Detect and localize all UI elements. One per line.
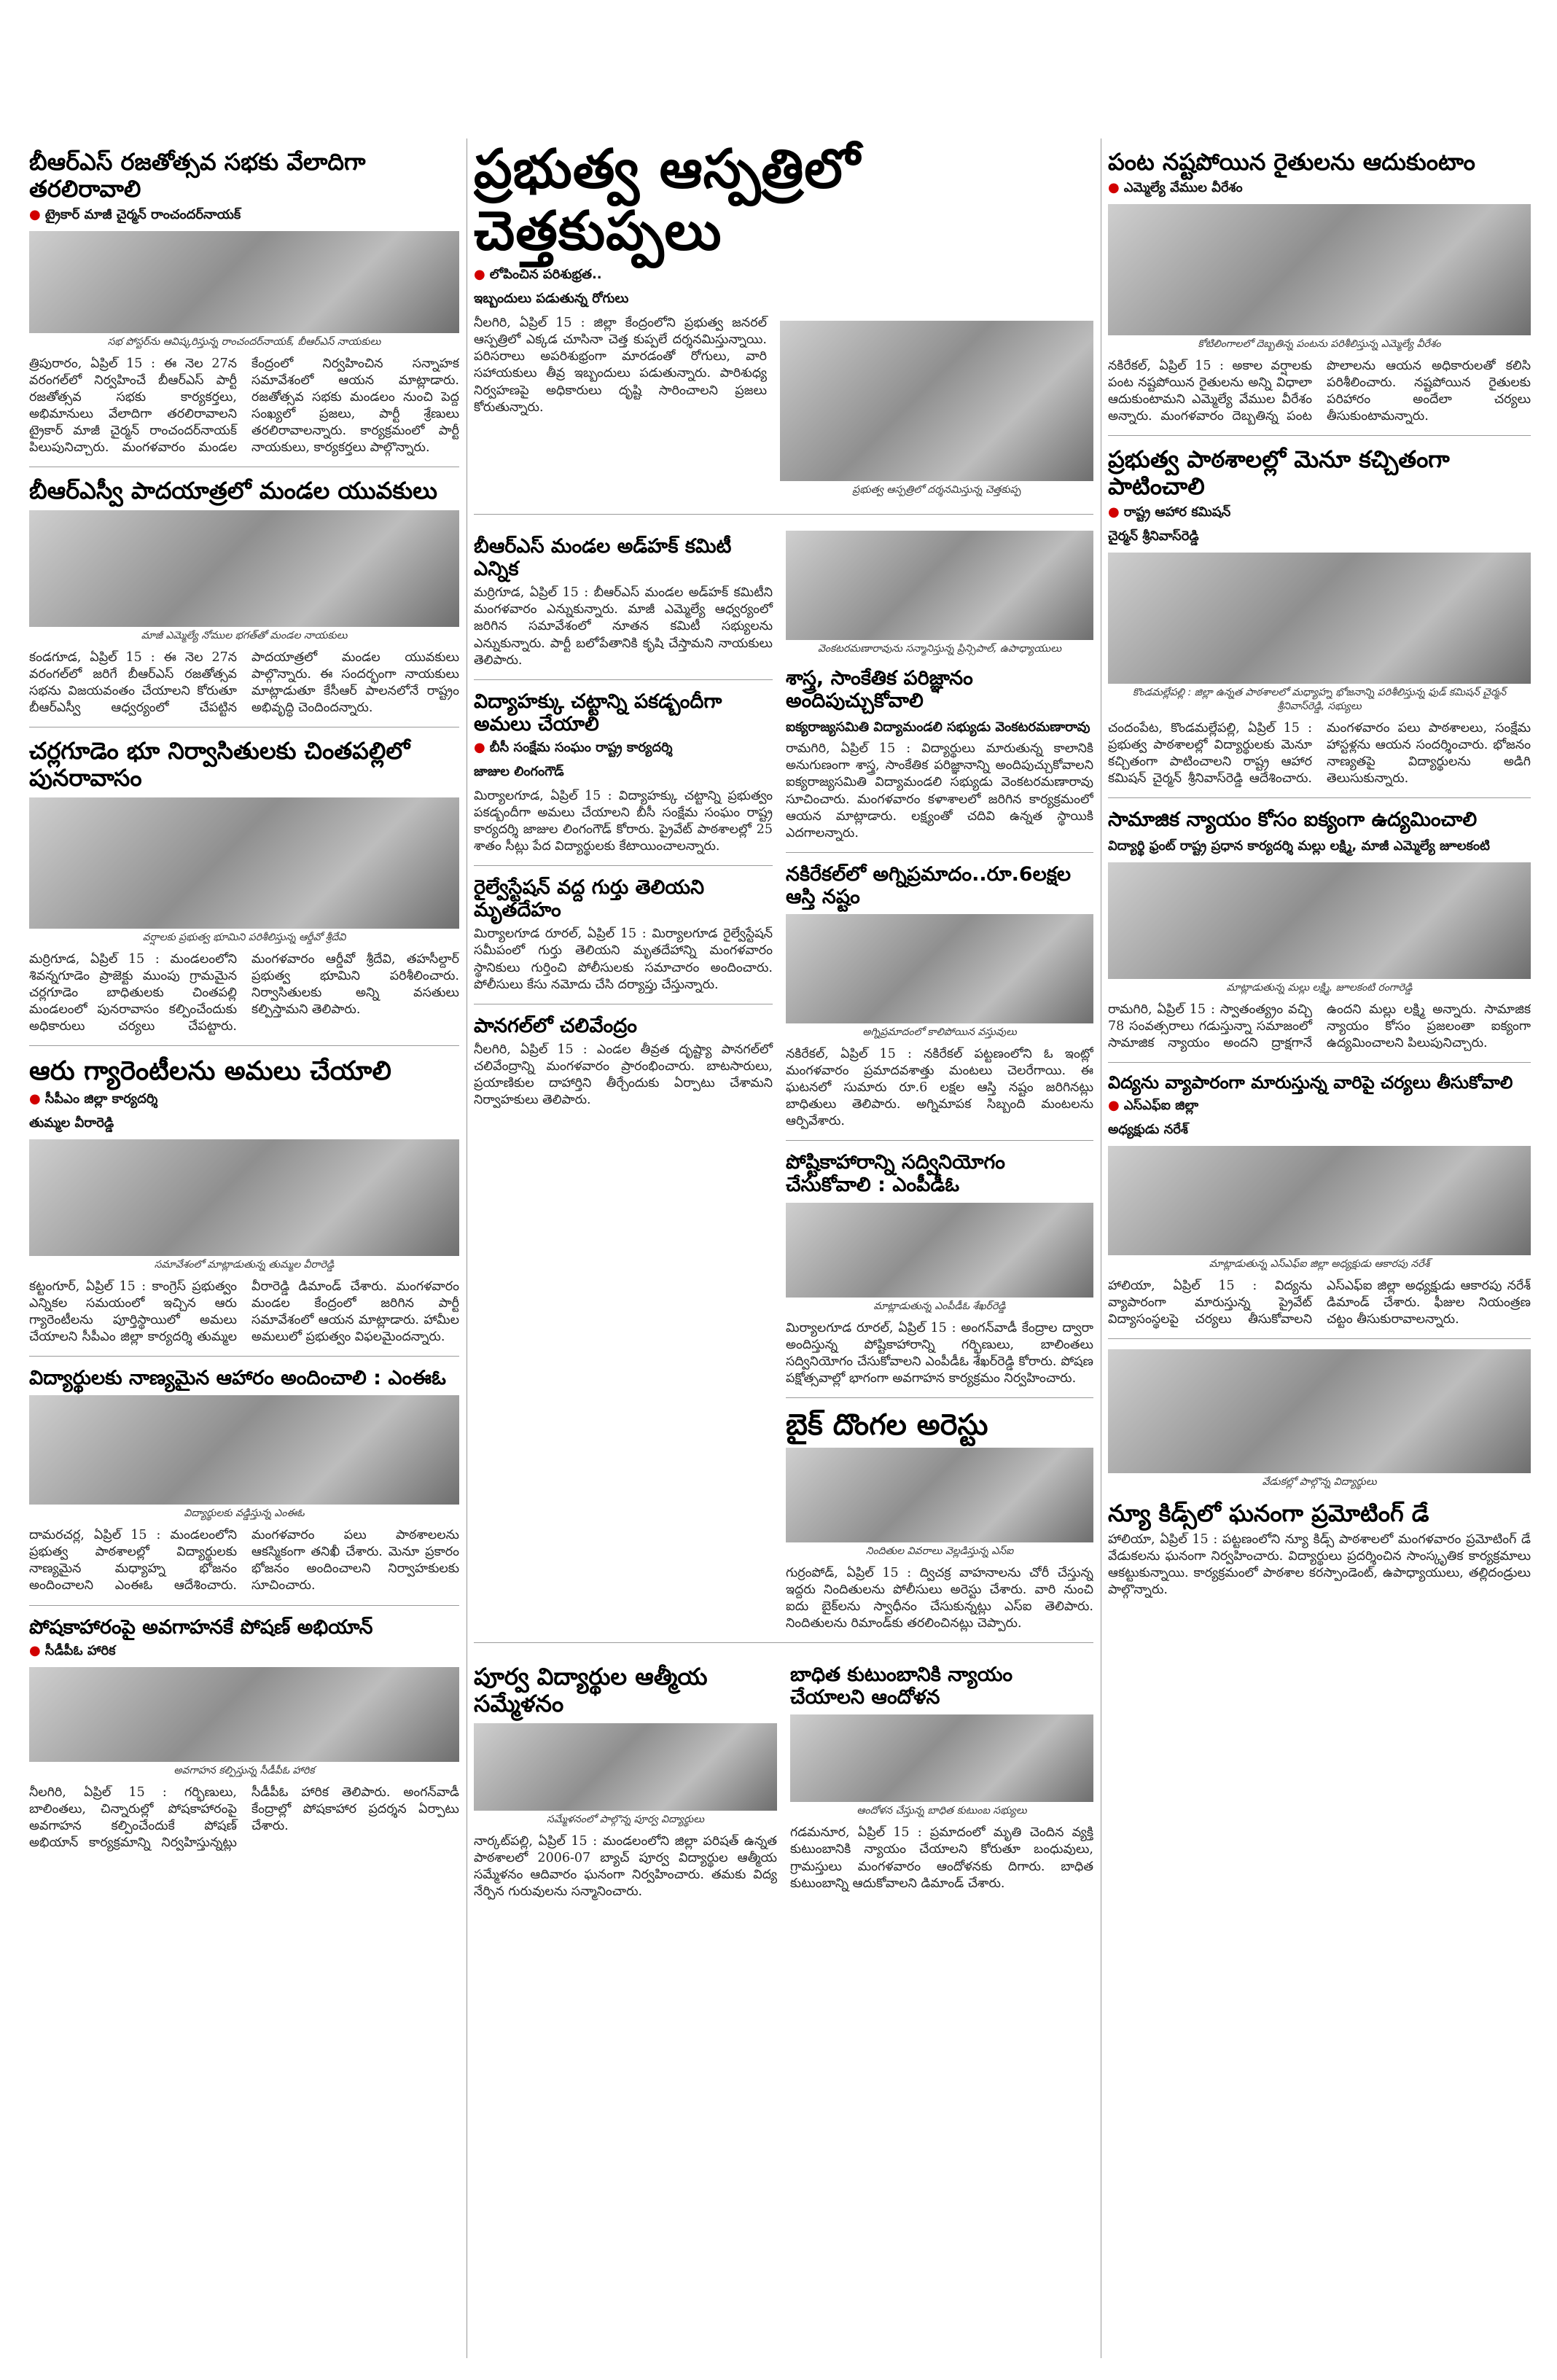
byline: ● సీడీపీఓ హారిక	[29, 1642, 116, 1658]
headline: శాస్త్ర, సాంకేతిక పరిజ్ఞానం అందిపుచ్చుకోవాలి	[786, 667, 973, 713]
article-photo	[29, 1139, 459, 1256]
photo-caption: సమావేశంలో మాట్లాడుతున్న తుమ్మల వీరారెడ్డి	[154, 1258, 335, 1271]
photo-caption: మాట్లాడుతున్న మల్లు లక్ష్మి, జూలకంటి రంగారెడ్డి	[1226, 982, 1413, 994]
article-poshan	[29, 1616, 459, 1852]
subhead-2: ఇబ్బందులు పడుతున్న రోగులు	[474, 291, 629, 307]
photo-caption: నిందితుల వివరాలు వెల్లడిస్తున్న ఎస్ఐ	[865, 1545, 1014, 1557]
article-photo	[1108, 204, 1531, 335]
article-body: హాలియా, ఏప్రిల్ 15 : విద్యను వ్యాపారంగా మారుస్తున్న ప్రైవేట్ విద్యాసంస్థలపై చర్యలు తీసుకోవాలని ఎస్ఎఫ్ఐ జిల్లా అధ్యక్షుడు ఆకారపు నరేశ్ డిమాండ్ చేశారు. ఫీజుల నియంత్రణ చట్టం తీసుకురావాలన్నారు.	[1108, 1279, 1531, 1327]
divider	[29, 1605, 459, 1606]
center-subcolumn-right	[786, 525, 1093, 1632]
bullet-icon: ●	[1108, 1098, 1120, 1114]
article-photo	[786, 1203, 1093, 1298]
article-social-justice	[1108, 808, 1531, 1052]
right-column	[1108, 138, 1531, 2358]
lead-layout	[474, 315, 1093, 504]
divider	[1108, 1338, 1531, 1339]
article-bike-thieves	[786, 1408, 1093, 1632]
article-body: మర్రిగూడ, ఏప్రిల్ 15 : బీఆర్ఎస్ మండల అడ్‌హక్ కమిటీని మంగళవారం ఎన్నుకున్నారు. మాజీ ఎమ్మెల్యే ఆధ్వర్యంలో జరిగిన సమావేశంలో నూతన కమిటీ సభ్యులను ఎన్నుకున్నారు. పార్టీ బలోపేతానికి కృషి చేస్తామని నాయకులు తెలిపారు.	[474, 585, 773, 668]
headline: బైక్ దొంగల అరెస్టు	[786, 1408, 988, 1442]
bullet-icon: ●	[474, 267, 485, 283]
article-alumni-meet	[474, 1653, 777, 1900]
bullet-icon: ●	[29, 206, 41, 222]
article-body: కండగూడ, ఏప్రిల్ 15 : ఈ నెల 27న వరంగల్‌లో జరిగే బీఆర్ఎస్ రజతోత్సవ సభను విజయవంతం చేయాలని కోరుతూ బీఆర్ఎస్వీ ఆధ్వర్యంలో చేపట్టిన పాదయాత్రలో మండల యువకులు పాల్గొన్నారు. ఈ సందర్భంగా నాయకులు మాట్లాడుతూ కేసీఆర్ పాలనలోనే రాష్ట్రం అభివృద్ధి చెందిందన్నారు.	[29, 649, 459, 716]
article-photo	[474, 1723, 777, 1811]
bullet-icon: ●	[474, 739, 485, 755]
article-adhoc-committee	[474, 535, 773, 669]
photo-caption: వేడుకల్లో పాల్గొన్న విద్యార్థులు	[1262, 1476, 1377, 1489]
headline: పోష్టికాహారాన్ని సద్వినియోగం చేసుకోవాలి : ఎంపీడీఓ	[786, 1151, 1005, 1197]
headline: సామాజిక న్యాయం కోసం ఐక్యంగా ఉద్యమించాలి	[1108, 808, 1478, 832]
article-body: చందంపేట, కొండమల్లేపల్లి, ఏప్రిల్ 15 : ప్రభుత్వ పాఠశాలల్లో విద్యార్థులకు మెనూ కచ్చితంగా పాటించాలని రాష్ట్ర ఆహార కమిషన్ చైర్మన్ శ్రీనివాస్‌రెడ్డి ఆదేశించారు. మంగళవారం పలు పాఠశాలలు, సంక్షేమ హాస్టళ్లను ఆయన సందర్శించారు. భోజనం నాణ్యతపై విద్యార్థులను అడిగి తెలుసుకున్నారు.	[1108, 720, 1531, 787]
article-body: నార్కట్‌పల్లి, ఏప్రిల్ 15 : మండలంలోని జిల్లా పరిషత్ ఉన్నత పాఠశాలలో 2006-07 బ్యాచ్ పూర్వ విద్యార్థుల ఆత్మీయ సమ్మేళనం ఆదివారం ఘనంగా నిర్వహించారు. తమకు విద్య నేర్పిన గురువులను సన్మానించారు.	[474, 1833, 777, 1900]
article-body: మర్రిగూడ, ఏప్రిల్ 15 : మండలంలోని శివన్నగూడెం ప్రాజెక్టు ముంపు గ్రామమైన చర్లగూడెం బాధితులకు చింతపల్లి మండలంలో పునరావాసం కల్పించేందుకు అధికారులు చర్యలు చేపట్టారు. మంగళవారం ఆర్డీవో శ్రీదేవి, తహసీల్దార్ ప్రభుత్వ భూమిని పరిశీలించారు. నిర్వాసితులకు అన్ని వసతులు కల్పిస్తామని తెలిపారు.	[29, 951, 459, 1034]
byline: ● బీసీ సంక్షేమ సంఘం రాష్ట్ర కార్యదర్శి	[474, 739, 673, 755]
byline-name: అధ్యక్షుడు నరేశ్	[1108, 1122, 1188, 1138]
article-crop-loss	[1108, 149, 1531, 425]
divider	[1108, 797, 1531, 798]
article-body: గుర్రంపోడ్, ఏప్రిల్ 15 : ద్విచక్ర వాహనాలను చోరీ చేస్తున్న ఇద్దరు నిందితులను పోలీసులు అరెస్టు చేశారు. వారి నుంచి ఐదు బైక్‌లను స్వాధీనం చేసుకున్నట్లు ఎస్ఐ తెలిపారు. నిందితులను రిమాండ్‌కు తరలించినట్లు చెప్పారు.	[786, 1565, 1093, 1631]
photo-caption: సమ్మేళనంలో పాల్గొన్న పూర్వ విద్యార్థులు	[547, 1813, 704, 1825]
article-new-kids	[1108, 1349, 1531, 1599]
headline: పానగల్‌లో చలివేంద్రం	[474, 1014, 637, 1037]
divider	[786, 852, 1093, 853]
article-lead-hospital	[474, 138, 1093, 504]
bullet-icon: ●	[29, 1090, 41, 1107]
divider	[1108, 1062, 1531, 1063]
article-photo	[29, 797, 459, 929]
subhead: ● లోపించిన పరిశుభ్రత..	[474, 267, 602, 283]
byline: ● ఎస్ఎఫ్ఐ జిల్లా	[1108, 1098, 1199, 1114]
article-photo	[786, 1448, 1093, 1542]
article-school-menu	[1108, 446, 1531, 787]
lead-photo-column	[780, 315, 1093, 504]
byline: విద్యార్థి ఫ్రంట్ రాష్ట్ర ప్రధాన కార్యదర్శి మల్లు లక్ష్మి, మాజీ ఎమ్మెల్యే జూలకంటి	[1108, 838, 1490, 854]
article-body: దామరచర్ల, ఏప్రిల్ 15 : మండలంలోని ప్రభుత్వ పాఠశాలల్లో విద్యార్థులకు నాణ్యమైన మధ్యాహ్న భోజనం అందించాలని ఎంఈఓ ఆదేశించారు. మంగళవారం పలు పాఠశాలలను ఆకస్మికంగా తనిఖీ చేశారు. మెనూ ప్రకారం భోజనం అందించాలని నిర్వాహకులకు సూచించారు.	[29, 1528, 459, 1593]
photo-caption: విద్యార్థులకు వడ్డిస్తున్న ఎంఈఓ	[184, 1507, 305, 1520]
byline-name: చైర్మన్ శ్రీనివాస్‌రెడ్డి	[1108, 528, 1199, 544]
article-photo	[29, 1395, 459, 1505]
article-science-tech	[786, 667, 1093, 842]
article-brsv-padayatra	[29, 477, 459, 717]
article-chalivendram	[474, 1015, 773, 1109]
article-photo	[1108, 553, 1531, 684]
divider	[1108, 435, 1531, 436]
article-photo	[786, 914, 1093, 1023]
article-six-guarantees	[29, 1056, 459, 1346]
photo-caption: వెంకటరమణారావును సన్మానిస్తున్న ప్రిన్సిపాల్, ఉపాధ్యాయులు	[817, 643, 1062, 655]
article-body: నకిరేకల్, ఏప్రిల్ 15 : నకిరేకల్ పట్టణంలోని ఓ ఇంట్లో మంగళవారం ప్రమాదవశాత్తు మంటలు చెలరేగాయి. ఈ ఘటనలో సుమారు రూ.6 లక్షల ఆస్తి నష్టం జరిగినట్లు బాధితులు తెలిపారు. అగ్నిమాపక సిబ్బంది మంటలను ఆర్పివేశారు.	[786, 1046, 1093, 1129]
center-row-1	[474, 525, 1093, 1632]
article-body: నీలగిరి, ఏప్రిల్ 15 : జిల్లా కేంద్రంలోని ప్రభుత్వ జనరల్ ఆస్పత్రిలో ఎక్కడ చూసినా చెత్త కుప్పలే దర్శనమిస్తున్నాయి. పరిసరాలు అపరిశుభ్రంగా మారడంతో రోగులు, వారి సహాయకులు తీవ్ర ఇబ్బందులు పడుతున్నారు. పారిశుధ్య నిర్వహణపై అధికారులు దృష్టి సారించాలని ప్రజలు కోరుతున్నారు.	[474, 316, 767, 415]
article-body: రామగిరి, ఏప్రిల్ 15 : స్వాతంత్య్రం వచ్చి 78 సంవత్సరాలు గడుస్తున్నా సమాజంలో సామాజిక న్యాయం అందని ద్రాక్షగానే ఉందని మల్లు లక్ష్మి అన్నారు. సామాజిక న్యాయం కోసం ప్రజలంతా ఐక్యంగా ఉద్యమించాలని పిలుపునిచ్చారు.	[1108, 1002, 1531, 1051]
photo-caption: ఆందోళన చేస్తున్న బాధిత కుటుంబ సభ్యులు	[856, 1805, 1027, 1817]
article-photo	[1108, 862, 1531, 979]
byline: ఐక్యరాజ్యసమితి విద్యామండలి సభ్యుడు వెంకటరమణారావు	[786, 719, 1090, 736]
headline: నకిరేకల్‌లో అగ్నిప్రమాదం..రూ.6లక్షల ఆస్తి నష్టం	[786, 862, 1072, 908]
article-fire-accident	[786, 863, 1093, 1131]
headline: విద్యాహక్కు చట్టాన్ని పకడ్బందీగా అమలు చేయాలి	[474, 690, 722, 736]
byline-name: జాజుల లింగంగౌడ్	[474, 763, 564, 779]
photo-caption: అగ్నిప్రమాదంలో కాలిపోయిన వస్తువులు	[862, 1026, 1017, 1038]
article-mpdo-nutrition	[786, 1151, 1093, 1386]
photo-caption: మాట్లాడుతున్న ఎంపీడీఓ శేఖర్‌రెడ్డి	[873, 1300, 1006, 1312]
divider	[29, 1045, 459, 1046]
photo-caption: అవగాహన కల్పిస్తున్న సీడీపీఓ హారిక	[173, 1764, 315, 1776]
article-photo	[29, 231, 459, 333]
byline: ● రాష్ట్ర ఆహార కమిషన్	[1108, 504, 1231, 520]
article-photo	[29, 1667, 459, 1762]
headline: బీఆర్ఎస్వీ పాదయాత్రలో మండల యువకులు	[29, 477, 437, 505]
headline: బీఆర్ఎస్ మండల అడ్‌హక్ కమిటీ ఎన్నిక	[474, 535, 732, 581]
left-column	[29, 138, 459, 2358]
article-body: రామగిరి, ఏప్రిల్ 15 : విద్యార్థులు మారుతున్న కాలానికి అనుగుణంగా శాస్త్ర, సాంకేతిక పరిజ్ఞానాన్ని అందిపుచ్చుకోవాలని ఐక్యరాజ్యసమితి విద్యామండలి సభ్యుడు వెంకటరమణారావు సూచించారు. మంగళవారం కళాశాలలో జరిగిన కార్యక్రమంలో ఆయన మాట్లాడారు. లక్ష్యంతో చదివి ఉన్నత స్థాయికి ఎదగాలన్నారు.	[786, 741, 1093, 840]
photo-caption: కోటిలింగాలలో దెబ్బతిన్న పంటను పరిశీలిస్తున్న ఎమ్మెల్యే వీరేశం	[1198, 338, 1441, 350]
article-photo	[1108, 1349, 1531, 1473]
headline: పంట నష్టపోయిన రైతులను ఆదుకుంటాం	[1108, 148, 1475, 176]
article-photo	[1108, 1146, 1531, 1255]
divider	[474, 679, 773, 680]
divider	[786, 1140, 1093, 1141]
byline: ● ట్రైకార్ మాజీ చైర్మన్ రాంచందర్‌నాయక్	[29, 206, 241, 222]
article-body: మిర్యాలగూడ రూరల్, ఏప్రిల్ 15 : మిర్యాలగూడ రైల్వేస్టేషన్ సమీపంలో గుర్తు తెలియని మృతదేహాన్ని మంగళవారం స్థానికులు గుర్తించి పోలీసులకు సమాచారం అందించారు. పోలీసులు కేసు నమోదు చేసి దర్యాప్తు చేస్తున్నారు.	[474, 926, 773, 992]
headline: విద్యను వ్యాపారంగా మారుస్తున్న వారిపై చర్యలు తీసుకోవాలి	[1108, 1072, 1513, 1093]
headline: ప్రభుత్వ పాఠశాలల్లో మెనూ కచ్చితంగా పాటించాలి	[1108, 445, 1450, 500]
article-body: త్రిపురారం, ఏప్రిల్ 15 : ఈ నెల 27న వరంగల్‌లో నిర్వహించే బీఆర్ఎస్ పార్టీ రజతోత్సవ సభకు కార్యకర్తలు, అభిమానులు వేలాదిగా తరలిరావాలని ట్రైకార్ మాజీ చైర్మన్ రాంచందర్‌నాయక్ పిలుపునిచ్చారు. మంగళవారం మండల కేంద్రంలో నిర్వహించిన సన్నాహక సమావేశంలో ఆయన మాట్లాడారు. రజతోత్సవ సభకు మండలం నుంచి పెద్ద సంఖ్యలో ప్రజలు, పార్టీ శ్రేణులు తరలిరావాలన్నారు. కార్యక్రమంలో పార్టీ నాయకులు, కార్యకర్తలు పాల్గొన్నారు.	[29, 356, 459, 456]
bullet-icon: ●	[1108, 504, 1120, 520]
headline: రైల్వేస్టేషన్ వద్ద గుర్తు తెలియని మృతదేహం	[474, 876, 705, 922]
article-brs-rally	[29, 149, 459, 456]
article-photo	[786, 531, 1093, 640]
article-body: మిర్యాలగూడ రూరల్, ఏప్రిల్ 15 : అంగన్‌వాడీ కేంద్రాల ద్వారా అందిస్తున్న పోష్టికాహారాన్ని గర్భిణులు, బాలింతలు సద్వినియోగం చేసుకోవాలని ఎంపీడీఓ శేఖర్‌రెడ్డి కోరారు. పోషణ పక్షోత్సవాల్లో భాగంగా అవగాహన కార్యక్రమం నిర్వహించారు.	[786, 1320, 1093, 1386]
headline: పూర్వ విద్యార్థుల ఆత్మీయ సమ్మేళనం	[474, 1663, 708, 1718]
byline: ● ఎమ్మెల్యే వేముల వీరేశం	[1108, 179, 1243, 195]
lead-headline: ప్రభుత్వ ఆస్పత్రిలో చెత్తకుప్పలు	[474, 138, 861, 263]
divider	[474, 865, 773, 866]
article-body: గడమనూర, ఏప్రిల్ 15 : ప్రమాదంలో మృతి చెందిన వ్యక్తి కుటుంబానికి న్యాయం చేయాలని కోరుతూ బంధువులు, గ్రామస్తులు మంగళవారం ఆందోళనకు దిగారు. బాధిత కుటుంబాన్ని ఆదుకోవాలని డిమాండ్ చేశారు.	[790, 1825, 1093, 1891]
photo-caption: ప్రభుత్వ ఆస్పత్రిలో దర్శనమిస్తున్న చెత్తకుప్ప	[852, 484, 1021, 496]
headline: బీఆర్ఎస్ రజతోత్సవ సభకు వేలాదిగా తరలిరావాలి	[29, 148, 366, 203]
photo-caption: మాజీ ఎమ్మెల్యే నోముల భగత్‌తో మండల నాయకులు	[141, 629, 348, 641]
headline: విద్యార్థులకు నాణ్యమైన ఆహారం అందించాలి : ఎంఈఓ	[29, 1367, 446, 1390]
article-body: కట్టంగూర్, ఏప్రిల్ 15 : కాంగ్రెస్ ప్రభుత్వం ఎన్నికల సమయంలో ఇచ్చిన ఆరు గ్యారెంటీలను పూర్తిస్థాయిలో అమలు చేయాలని సీపీఎం జిల్లా కార్యదర్శి తుమ్మల వీరారెడ్డి డిమాండ్ చేశారు. మంగళవారం మండల కేంద్రంలో జరిగిన పార్టీ సమావేశంలో ఆయన మాట్లాడారు. హామీల అమలులో ప్రభుత్వం విఫలమైందన్నారు.	[29, 1279, 459, 1345]
headline: బాధిత కుటుంబానికి న్యాయం చేయాలని ఆందోళన	[790, 1663, 1013, 1709]
divider	[29, 1356, 459, 1357]
bullet-icon: ●	[1108, 179, 1120, 195]
bullet-icon: ●	[29, 1642, 41, 1658]
lead-text-column	[474, 315, 767, 504]
photo-caption: సభ పోస్టర్‌ను ఆవిష్కరిస్తున్న రాంచందర్‌నాయక్, బీఆర్ఎస్ నాయకులు	[107, 335, 381, 348]
divider	[474, 1642, 1093, 1643]
article-photo	[29, 510, 459, 627]
article-railway-body	[474, 876, 773, 993]
photo-caption: కొండమల్లేపల్లి : జిల్లా ఉన్నత పాఠశాలలో మధ్యాహ్న భోజనాన్ని పరిశీలిస్తున్న ఫుడ్ కమిషన్ చైర్మన్ శ్రీనివాస్‌రెడ్డి, సభ్యులు	[1132, 686, 1507, 712]
divider	[786, 1397, 1093, 1398]
photo-caption: వర్షాలకు ప్రభుత్వ భూమిని పరిశీలిస్తున్న ఆర్డీవో శ్రీదేవి	[142, 931, 346, 943]
article-protest	[790, 1653, 1093, 1900]
article-photo	[790, 1714, 1093, 1802]
headline: న్యూ కిడ్స్‌లో ఘనంగా ప్రమోటింగ్ డే	[1108, 1499, 1429, 1528]
article-meo-food	[29, 1367, 459, 1594]
article-photo	[780, 321, 1093, 481]
headline: ఆరు గ్యారెంటీలను అమలు చేయాలి	[29, 1056, 391, 1087]
center-column	[474, 138, 1093, 2358]
article-body: నీలగిరి, ఏప్రిల్ 15 : ఎండల తీవ్రత దృష్ట్యా పానగల్‌లో చలివేంద్రాన్ని మంగళవారం ప్రారంభించారు. బాటసారులు, ప్రయాణికుల దాహార్తిని తీర్చేందుకు ఏర్పాటు చేశామని నిర్వాహకులు తెలిపారు.	[474, 1042, 773, 1108]
article-resettlement	[29, 738, 459, 1035]
headline: చర్లగూడెం భూ నిర్వాసితులకు చింతపల్లిలో పునరావాసం	[29, 737, 410, 792]
article-body: హాలియా, ఏప్రిల్ 15 : పట్టణంలోని న్యూ కిడ్స్ పాఠశాలలో మంగళవారం ప్రమోటింగ్ డే వేడుకలను ఘనంగా నిర్వహించారు. విద్యార్థులు ప్రదర్శించిన సాంస్కృతిక కార్యక్రమాలు ఆకట్టుకున్నాయి. కార్యక్రమంలో పాఠశాల కరస్పాండెంట్, ఉపాధ్యాయులు, తల్లిదండ్రులు పాల్గొన్నారు.	[1108, 1532, 1531, 1598]
article-body: మిర్యాలగూడ, ఏప్రిల్ 15 : విద్యాహక్కు చట్టాన్ని ప్రభుత్వం పకడ్బందీగా అమలు చేయాలని బీసీ సంక్షేమ సంఘం రాష్ట్ర కార్యదర్శి జాజుల లింగంగౌడ్ కోరారు. ప్రైవేట్ పాఠశాలల్లో 25 శాతం సీట్లు పేద విద్యార్థులకు కేటాయించాలన్నారు.	[474, 788, 773, 854]
article-sfi	[1108, 1073, 1531, 1328]
article-rte-act	[474, 690, 773, 855]
byline: ● సీపీఎం జిల్లా కార్యదర్శి	[29, 1090, 158, 1107]
article-body: నకిరేకల్, ఏప్రిల్ 15 : అకాల వర్షాలకు పంట నష్టపోయిన రైతులను అన్ని విధాలా ఆదుకుంటామని ఎమ్మెల్యే వేముల వీరేశం అన్నారు. మంగళవారం దెబ్బతిన్న పంట పొలాలను ఆయన అధికారులతో కలిసి పరిశీలించారు. నష్టపోయిన రైతులకు పరిహారం అందేలా చర్యలు తీసుకుంటామన్నారు.	[1108, 358, 1531, 424]
article-body: నీలగిరి, ఏప్రిల్ 15 : గర్భిణులు, బాలింతలు, చిన్నారుల్లో పోషకాహారంపై అవగాహన కల్పించేందుకే పోషణ్ అభియాన్ కార్యక్రమాన్ని నిర్వహిస్తున్నట్లు సీడీపీఓ హారిక తెలిపారు. అంగన్‌వాడీ కేంద్రాల్లో పోషకాహార ప్రదర్శన ఏర్పాటు చేశారు.	[29, 1784, 459, 1850]
headline: పోషకాహారంపై అవగాహనకే పోషణ్ అభియాన్	[29, 1615, 373, 1639]
photo-caption: మాట్లాడుతున్న ఎస్ఎఫ్ఐ జిల్లా అధ్యక్షుడు ఆకారపు నరేశ్	[1209, 1258, 1430, 1271]
divider	[474, 514, 1093, 515]
byline-name: తుమ్మల వీరారెడ్డి	[29, 1115, 114, 1131]
center-subcolumn-left	[474, 525, 773, 1632]
center-row-2	[474, 1653, 1093, 1900]
